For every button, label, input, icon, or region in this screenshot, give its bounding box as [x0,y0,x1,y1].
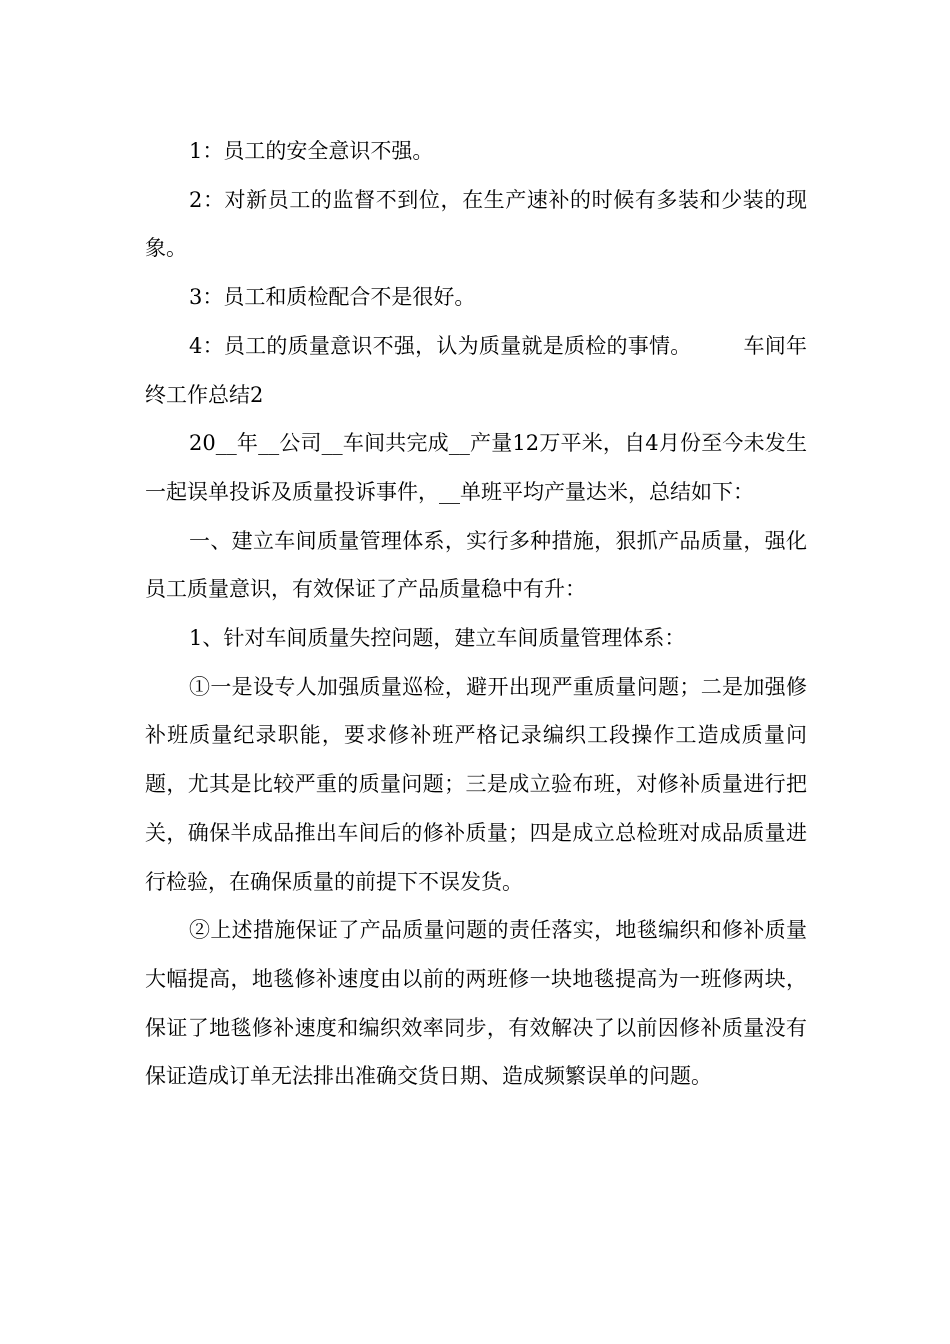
paragraph-4 [145,322,807,419]
section-title-inline: 车间年终工作总结2 [145,333,808,407]
paragraph-6 [145,517,807,614]
paragraph-2 [145,176,807,273]
paragraph-4-text: 4：员工的质量意识不强，认为质量就是质检的事情。 [189,333,692,358]
paragraph-5-text: 20__年__公司__车间共完成__产量12万平米，自4月份至今未发生一起误单投诉及质量投诉事件，__单班平均产量达米，总结如下： [145,431,807,504]
paragraph-9-text: ②上述措施保证了产品质量问题的责任落实，地毯编织和修补质量大幅提高，地毯修补速度由以前的两班修一块地毯提高为一班修两块，保证了地毯修补速度和编织效率同步，有效解决了以前因修补质量没有保证造成订单无法排出准确交货日期、造成频繁误单的问题。 [145,918,807,1089]
document-body [145,127,807,1101]
paragraph-8-text: ①一是设专人加强质量巡检，避开出现严重质量问题；二是加强修补班质量纪录职能，要求修补班严格记录编织工段操作工造成质量问题，尤其是比较严重的质量问题；三是成立验布班，对修补质量进行把关，确保半成品推出车间后的修补质量；四是成立总检班对成品质量进行检验，在确保质量的前提下不误发货。 [145,674,807,894]
paragraph-8 [145,663,807,907]
paragraph-7-text: 1、针对车间质量失控问题，建立车间质量管理体系： [189,626,686,651]
paragraph-6-text: 一、建立车间质量管理体系，实行多种措施，狠抓产品质量，强化员工质量意识，有效保证了产品质量稳中有升： [145,528,807,602]
paragraph-7 [145,614,807,663]
paragraph-3-text: 3：员工和质检配合不是很好。 [189,285,476,310]
paragraph-3 [145,273,807,322]
paragraph-1 [145,127,807,176]
paragraph-2-text: 2：对新员工的监督不到位，在生产速补的时候有多装和少装的现象。 [145,187,807,261]
paragraph-9 [145,906,807,1101]
paragraph-5 [145,419,807,516]
paragraph-1-text: 1：员工的安全意识不强。 [189,139,434,163]
